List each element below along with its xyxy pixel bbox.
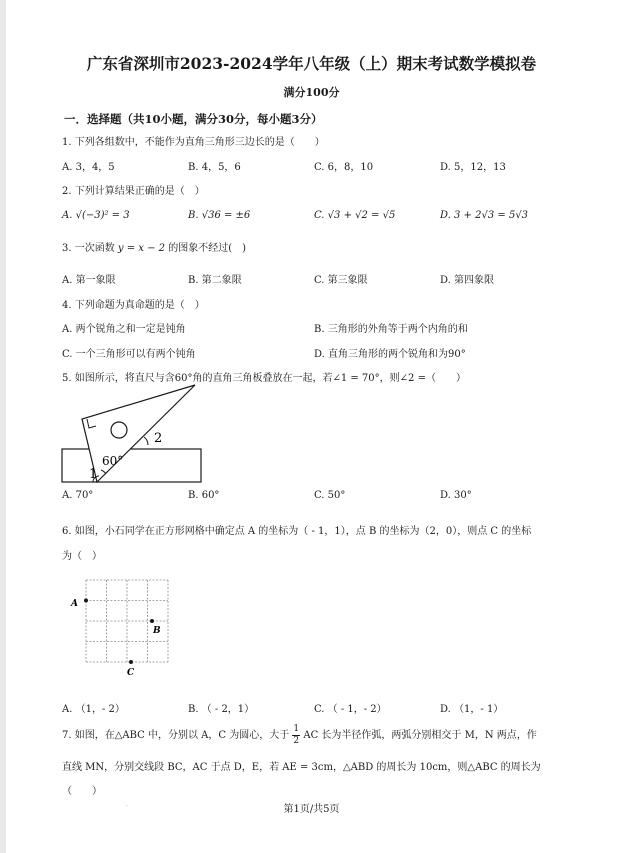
point-b-label: B xyxy=(153,626,161,636)
question-5-stem: 5. 如图所示，将直尺与含60°角的直角三角板叠放在一起，若∠1 = 70°，则∠2 =（ ） xyxy=(62,373,466,384)
question-4-stem: 4. 下列命题为真命题的是（ ） xyxy=(62,300,205,311)
q6-option-b: B. （ - 2，1） xyxy=(188,704,255,715)
page-title: 广东省深圳市2023-2024学年八年级（上）期末考试数学模拟卷 xyxy=(86,54,537,73)
q4-option-a: A. 两个锐角之和一定是钝角 xyxy=(62,324,186,335)
q3-stem-math: y = x − 2 xyxy=(117,243,166,254)
q5-option-c: C. 50° xyxy=(314,490,346,501)
q1-option-a: A. 3，4，5 xyxy=(62,162,115,173)
q7-line1-pre: 7. 如图，在△ABC 中，分别以 A，C 为圆心，大于 xyxy=(62,730,290,741)
q1-option-b: B. 4，5，6 xyxy=(188,162,241,173)
q2-option-a: A. √(−3)² = 3 xyxy=(62,210,130,221)
question-1-stem: 1. 下列各组数中，不能作为直角三角形三边长的是（ ） xyxy=(62,137,325,148)
q7-frac-denominator: 2 xyxy=(293,736,300,746)
q5-option-b: B. 60° xyxy=(188,490,220,501)
q3-option-d: D. 第四象限 xyxy=(440,275,495,286)
q6-option-d: D. （1，- 1） xyxy=(440,704,504,715)
q2-option-c: C. √3 + √2 = √5 xyxy=(314,210,396,221)
point-c-label: C xyxy=(127,668,135,676)
q1-option-c: C. 6，8，10 xyxy=(314,162,374,173)
q6-option-c: C. （ - 1，- 2） xyxy=(314,704,387,715)
q3-option-b: B. 第二象限 xyxy=(188,275,242,286)
point-a xyxy=(84,599,88,603)
grid-lines xyxy=(86,580,168,662)
q5-figure-ruler-triangle xyxy=(58,382,218,484)
angle-2-arc xyxy=(144,437,148,445)
full-score: 满分100分 xyxy=(283,86,340,99)
question-7-line2: 直线 MN，分别交线段 BC，AC 于点 D，E，若 AE = 3cm，△ABD 的周长为 10cm，则△ABC 的周长为 xyxy=(62,762,541,773)
question-2-stem: 2. 下列计算结果正确的是（ ） xyxy=(62,186,205,197)
angle-60-label: 60° xyxy=(102,454,124,468)
question-3-stem xyxy=(62,239,246,254)
section-heading: 一．选择题（共10小题，满分30分，每小题3分） xyxy=(64,112,323,126)
q2-option-b: B. √36 = ±6 xyxy=(188,210,251,221)
q3-stem-post: 的图象不经过( ) xyxy=(168,243,247,254)
q4-option-c: C. 一个三角形可以有两个钝角 xyxy=(62,349,196,360)
point-a-label: A xyxy=(71,599,78,609)
q5-option-a: A. 70° xyxy=(62,490,94,501)
q6-figure-grid xyxy=(66,576,178,676)
q7-fraction xyxy=(292,724,300,747)
question-7-line3: （ ） xyxy=(62,786,102,797)
page-footer: 第1页/共5页 xyxy=(283,804,340,815)
q3-option-c: C. 第三象限 xyxy=(314,275,368,286)
point-c xyxy=(129,660,133,664)
q4-option-b: B. 三角形的外角等于两个内角的和 xyxy=(314,324,468,335)
q3-option-a: A. 第一象限 xyxy=(62,275,116,286)
angle-2-label: 2 xyxy=(154,431,163,446)
set-square-shape xyxy=(82,385,195,482)
angle-1-label: 1 xyxy=(89,467,98,482)
q6-option-a: A. （1，- 2） xyxy=(62,704,125,715)
page-edge xyxy=(0,0,6,853)
q2-option-d: D. 3 + 2√3 = 5√3 xyxy=(440,210,529,221)
q7-frac-numerator: 1 xyxy=(293,724,300,734)
point-b xyxy=(150,619,154,623)
q1-option-d: D. 5，12，13 xyxy=(440,162,506,173)
ruler-shape xyxy=(62,449,201,482)
q4-option-d: D. 直角三角形的两个锐角和为90° xyxy=(314,349,466,360)
question-7-line1 xyxy=(62,724,537,747)
scan-dot: · xyxy=(126,803,128,810)
question-6-stem-line1: 6. 如图，小石同学在正方形网格中确定点 A 的坐标为（ - 1，1），点 B 的坐标为（2，0），则点 C 的坐标 xyxy=(62,526,532,537)
q5-option-d: D. 30° xyxy=(440,490,472,501)
q3-stem-pre: 3. 一次函数 xyxy=(62,243,115,254)
question-6-stem-line2: 为（ ） xyxy=(62,551,102,562)
q7-line1-post: AC 长为半径作弧，两弧分别相交于 M，N 两点，作 xyxy=(303,730,537,741)
